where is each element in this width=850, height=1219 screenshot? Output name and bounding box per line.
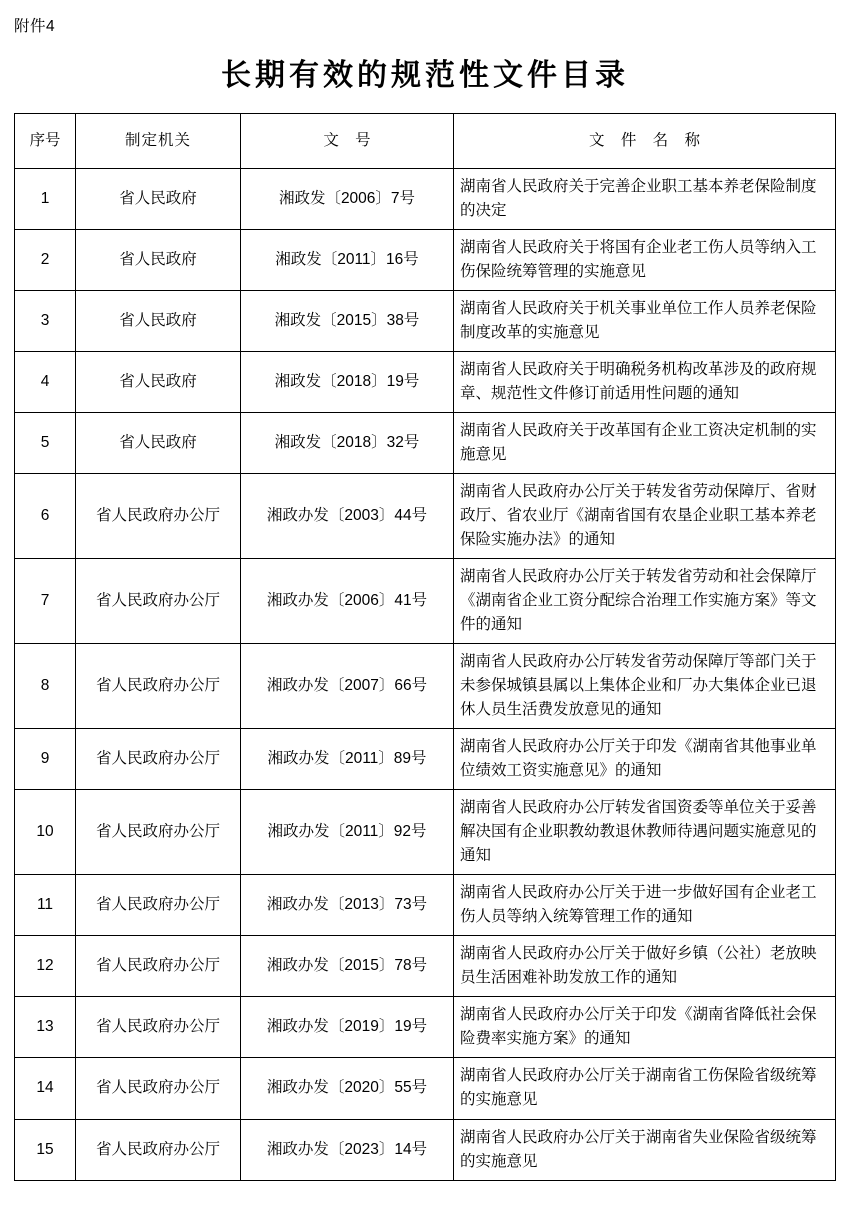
table-row (15, 474, 836, 559)
cell-seq: 14 (15, 1058, 76, 1119)
table-row (15, 1119, 836, 1180)
cell-doc-name: 湖南省人民政府办公厅关于做好乡镇（公社）老放映员生活困难补助发放工作的通知 (454, 936, 836, 997)
cell-doc-number: 湘政发〔2018〕32号 (241, 413, 454, 474)
table-row (15, 875, 836, 936)
cell-organ: 省人民政府 (76, 291, 241, 352)
cell-doc-name: 湖南省人民政府办公厅转发省国资委等单位关于妥善解决国有企业职教幼教退休教师待遇问题实施意见的通知 (454, 790, 836, 875)
cell-doc-name: 湖南省人民政府关于机关事业单位工作人员养老保险制度改革的实施意见 (454, 291, 836, 352)
cell-doc-number: 湘政办发〔2019〕19号 (241, 997, 454, 1058)
regulatory-document-catalog-table (14, 113, 836, 1181)
cell-doc-name: 湖南省人民政府办公厅关于转发省劳动和社会保障厅《湖南省企业工资分配综合治理工作实施方案》等文件的通知 (454, 559, 836, 644)
cell-organ: 省人民政府办公厅 (76, 729, 241, 790)
cell-doc-name: 湖南省人民政府办公厅关于转发省劳动保障厅、省财政厅、省农业厅《湖南省国有农垦企业职工基本养老保险实施办法》的通知 (454, 474, 836, 559)
column-header-seq: 序号 (15, 114, 76, 169)
page-title: 长期有效的规范性文件目录 (221, 59, 629, 92)
cell-doc-name: 湖南省人民政府关于改革国有企业工资决定机制的实施意见 (454, 413, 836, 474)
column-header-organ: 制定机关 (76, 114, 241, 169)
cell-doc-name: 湖南省人民政府关于完善企业职工基本养老保险制度的决定 (454, 169, 836, 230)
cell-doc-name: 湖南省人民政府办公厅关于进一步做好国有企业老工伤人员等纳入统筹管理工作的通知 (454, 875, 836, 936)
cell-organ: 省人民政府 (76, 413, 241, 474)
table-row (15, 936, 836, 997)
cell-seq: 5 (15, 413, 76, 474)
cell-doc-name: 湖南省人民政府办公厅关于印发《湖南省降低社会保险费率实施方案》的通知 (454, 997, 836, 1058)
cell-doc-name: 湖南省人民政府关于将国有企业老工伤人员等纳入工伤保险统筹管理的实施意见 (454, 230, 836, 291)
table-row (15, 230, 836, 291)
cell-organ: 省人民政府办公厅 (76, 936, 241, 997)
cell-seq: 4 (15, 352, 76, 413)
table-row (15, 790, 836, 875)
cell-seq: 2 (15, 230, 76, 291)
cell-seq: 15 (15, 1119, 76, 1180)
cell-doc-number: 湘政发〔2011〕16号 (241, 230, 454, 291)
cell-seq: 3 (15, 291, 76, 352)
table-header (15, 114, 836, 169)
cell-organ: 省人民政府 (76, 352, 241, 413)
cell-doc-name: 湖南省人民政府办公厅关于湖南省工伤保险省级统筹的实施意见 (454, 1058, 836, 1119)
cell-seq: 9 (15, 729, 76, 790)
cell-doc-number: 湘政办发〔2020〕55号 (241, 1058, 454, 1119)
cell-doc-number: 湘政发〔2006〕7号 (241, 169, 454, 230)
column-header-doc-number: 文 号 (241, 114, 454, 169)
cell-doc-number: 湘政发〔2018〕19号 (241, 352, 454, 413)
table-header-row (15, 114, 836, 169)
cell-organ: 省人民政府 (76, 230, 241, 291)
column-header-doc-name: 文 件 名 称 (454, 114, 836, 169)
table-body (15, 169, 836, 1181)
table-row (15, 291, 836, 352)
cell-seq: 6 (15, 474, 76, 559)
cell-doc-name: 湖南省人民政府办公厅关于湖南省失业保险省级统筹的实施意见 (454, 1119, 836, 1180)
table-row (15, 352, 836, 413)
cell-organ: 省人民政府办公厅 (76, 559, 241, 644)
cell-organ: 省人民政府办公厅 (76, 1119, 241, 1180)
cell-seq: 12 (15, 936, 76, 997)
cell-doc-number: 湘政发〔2015〕38号 (241, 291, 454, 352)
cell-organ: 省人民政府办公厅 (76, 474, 241, 559)
cell-doc-number: 湘政办发〔2013〕73号 (241, 875, 454, 936)
cell-doc-number: 湘政办发〔2011〕89号 (241, 729, 454, 790)
table-row (15, 997, 836, 1058)
cell-doc-number: 湘政办发〔2006〕41号 (241, 559, 454, 644)
cell-doc-number: 湘政办发〔2003〕44号 (241, 474, 454, 559)
cell-doc-number: 湘政办发〔2007〕66号 (241, 644, 454, 729)
cell-doc-name: 湖南省人民政府关于明确税务机构改革涉及的政府规章、规范性文件修订前适用性问题的通知 (454, 352, 836, 413)
cell-doc-number: 湘政办发〔2015〕78号 (241, 936, 454, 997)
cell-seq: 13 (15, 997, 76, 1058)
cell-seq: 7 (15, 559, 76, 644)
cell-organ: 省人民政府办公厅 (76, 790, 241, 875)
table-row (15, 559, 836, 644)
table-row (15, 729, 836, 790)
cell-organ: 省人民政府 (76, 169, 241, 230)
table-row (15, 1058, 836, 1119)
cell-doc-number: 湘政办发〔2011〕92号 (241, 790, 454, 875)
cell-seq: 1 (15, 169, 76, 230)
table-row (15, 413, 836, 474)
cell-organ: 省人民政府办公厅 (76, 997, 241, 1058)
cell-organ: 省人民政府办公厅 (76, 644, 241, 729)
cell-doc-name: 湖南省人民政府办公厅转发省劳动保障厅等部门关于未参保城镇县属以上集体企业和厂办大集体企业已退休人员生活费发放意见的通知 (454, 644, 836, 729)
cell-seq: 11 (15, 875, 76, 936)
cell-seq: 10 (15, 790, 76, 875)
cell-organ: 省人民政府办公厅 (76, 1058, 241, 1119)
cell-seq: 8 (15, 644, 76, 729)
cell-organ: 省人民政府办公厅 (76, 875, 241, 936)
cell-doc-name: 湖南省人民政府办公厅关于印发《湖南省其他事业单位绩效工资实施意见》的通知 (454, 729, 836, 790)
cell-doc-number: 湘政办发〔2023〕14号 (241, 1119, 454, 1180)
table-row (15, 644, 836, 729)
table-row (15, 169, 836, 230)
attachment-label: 附件4 (14, 18, 56, 35)
